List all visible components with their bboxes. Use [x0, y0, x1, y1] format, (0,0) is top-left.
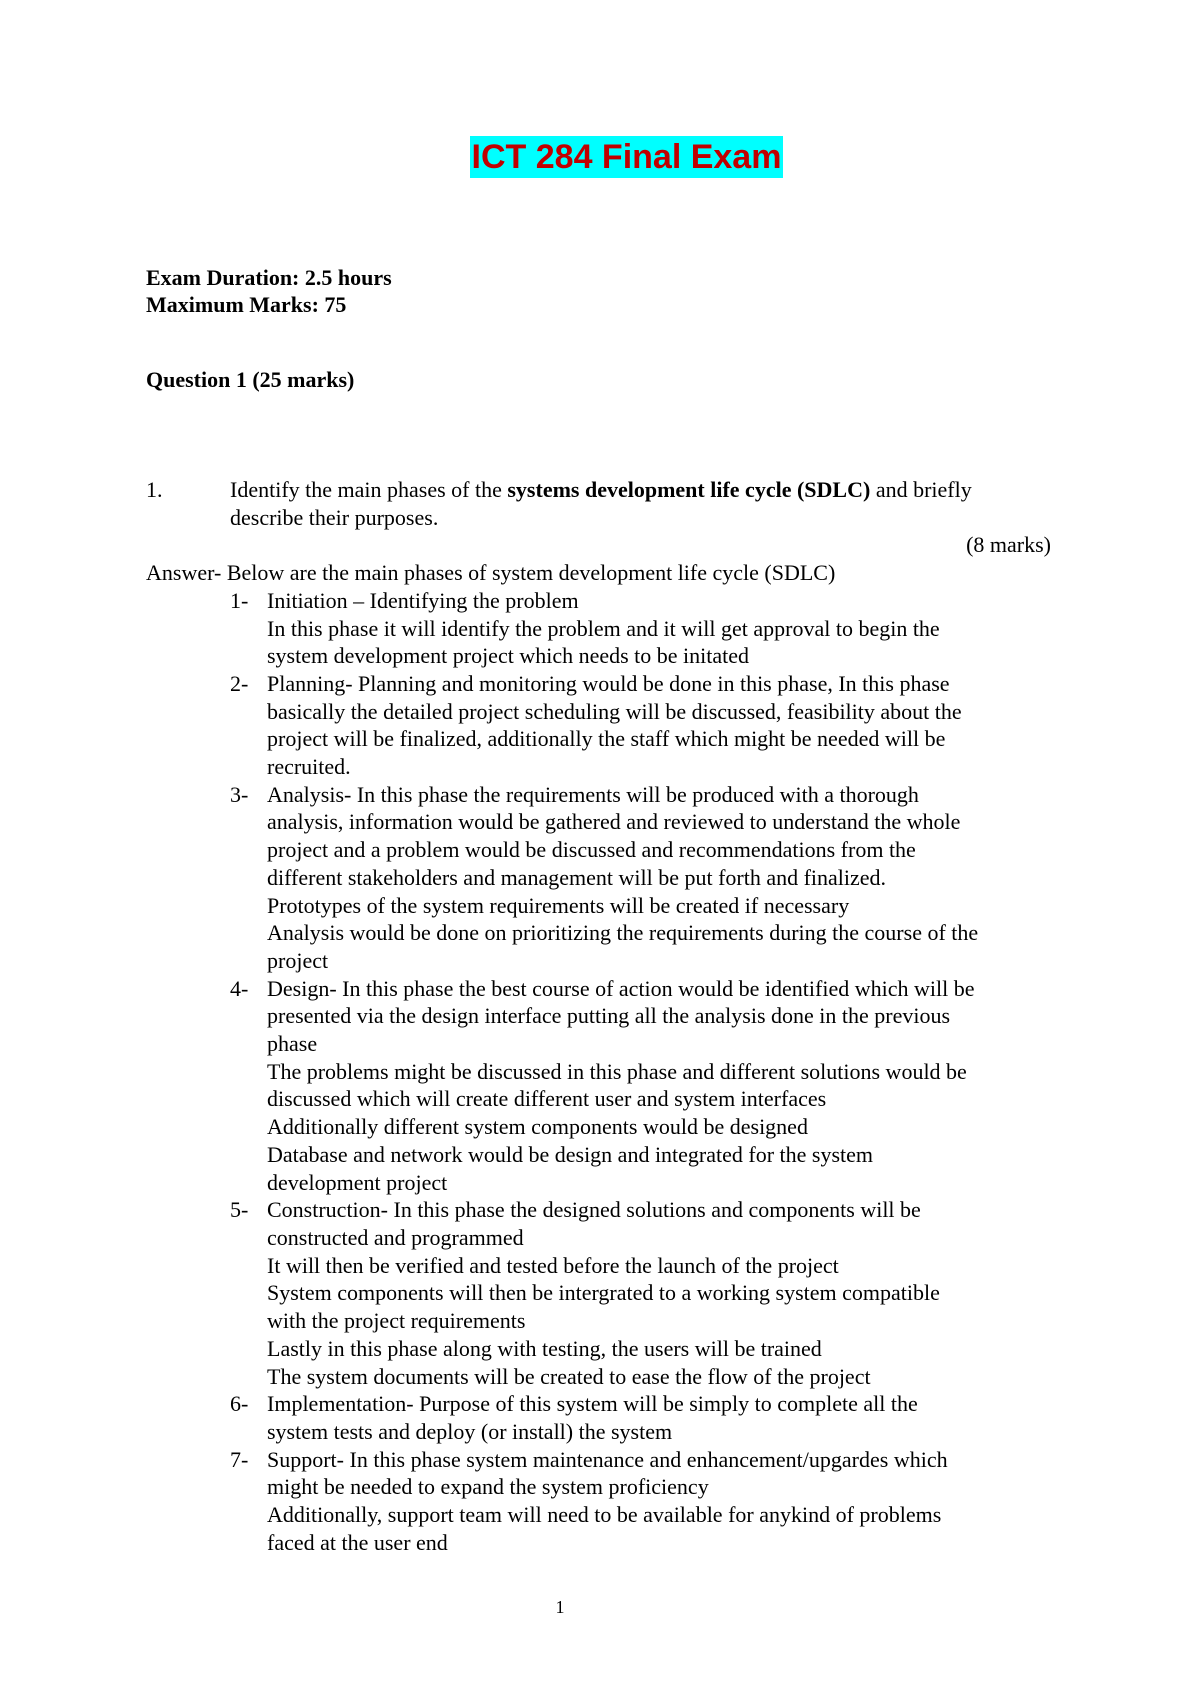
answer-item-line: might be needed to expand the system proficiency [267, 1474, 709, 1500]
answer-item-line: analysis, information would be gathered and reviewed to understand the whole [267, 809, 961, 835]
answer-item-line: System components will then be intergrated to a working system compatible [267, 1280, 940, 1306]
answer-item-line: Database and network would be design and integrated for the system [267, 1141, 874, 1167]
answer-item-line: Support- In this phase system maintenance and enhancement/upgardes which [267, 1446, 948, 1472]
answer-item-line: Prototypes of the system requirements will be created if necessary [267, 892, 850, 918]
answer-list [230, 587, 1051, 1557]
question-text-before: Identify the main phases of the [230, 477, 508, 502]
answer-item-line: It will then be verified and tested before the launch of the project [267, 1252, 839, 1278]
answer-item-line: constructed and programmed [267, 1224, 524, 1250]
answer-item [230, 1196, 1051, 1390]
answer-item-line: Initiation – Identifying the problem [267, 587, 579, 613]
question-number: 1. [146, 477, 163, 502]
answer-item-line: Lastly in this phase along with testing, the users will be trained [267, 1335, 822, 1361]
answer-item-line: Planning- Planning and monitoring would be done in this phase, In this phase [267, 670, 950, 696]
answer-intro: Answer- Below are the main phases of system development life cycle (SDLC) [146, 560, 836, 586]
answer-item [230, 975, 1051, 1197]
answer-item-number: 7- [230, 1446, 249, 1472]
answer-item-line: basically the detailed project scheduling will be discussed, feasibility about the [267, 698, 962, 724]
question-text [230, 476, 1051, 531]
answer-item-line: The system documents will be created to ease the flow of the project [267, 1363, 871, 1389]
answer-item-line: project [267, 947, 329, 973]
answer-item-line: project and a problem would be discussed and recommendations from the [267, 837, 916, 863]
answer-item-line: presented via the design interface putting all the analysis done in the previous [267, 1003, 951, 1029]
answer-item-line: Implementation- Purpose of this system will be simply to complete all the [267, 1391, 918, 1417]
answer-item-line: recruited. [267, 754, 351, 780]
answer-item-line: Additionally, support team will need to be available for anykind of problems [267, 1502, 942, 1528]
exam-duration: Exam Duration: 2.5 hours [146, 265, 392, 290]
page-number: 1 [555, 1597, 565, 1617]
answer-item-line: project will be finalized, additionally the staff which might be needed will be [267, 726, 946, 752]
answer-item [230, 1446, 1051, 1557]
answer-item-line: Analysis would be done on prioritizing the requirements during the course of the [267, 920, 979, 946]
answer-item-line: different stakeholders and management will be put forth and finalized. [267, 864, 887, 890]
answer-item-number: 6- [230, 1391, 249, 1417]
answer-item-line: discussed which will create different user and system interfaces [267, 1086, 827, 1112]
answer-item-line: system development project which needs to be initated [267, 643, 750, 669]
answer-item-line: faced at the user end [267, 1529, 448, 1555]
answer-item [230, 587, 1051, 670]
exam-meta [146, 264, 392, 318]
question-text-line-1 [230, 476, 1051, 504]
maximum-marks: Maximum Marks: 75 [146, 292, 347, 317]
question-text-bold: systems development life cycle (SDLC) [507, 477, 871, 502]
answer-item-number: 1- [230, 587, 249, 613]
question-text-after: and briefly [870, 477, 972, 502]
answer-item-line: Design- In this phase the best course of action would be identified which will be [267, 975, 975, 1001]
question-content [146, 476, 1051, 1556]
question-heading: Question 1 (25 marks) [146, 367, 355, 392]
answer-item [230, 781, 1051, 975]
question-marks: (8 marks) [966, 532, 1051, 558]
answer-item-line: with the project requirements [267, 1308, 526, 1334]
answer-item-line: development project [267, 1169, 448, 1195]
answer-item-number: 3- [230, 781, 249, 807]
question-1 [146, 476, 1051, 531]
answer-item-line: system tests and deploy (or install) the system [267, 1418, 673, 1444]
answer-item-number: 4- [230, 975, 249, 1001]
document-title: ICT 284 Final Exam [471, 138, 782, 176]
answer-item-line: In this phase it will identify the problem and it will get approval to begin the [267, 615, 940, 641]
answer-item [230, 670, 1051, 781]
answer-item-line: phase [267, 1031, 318, 1057]
answer-item-line: Additionally different system components would be designed [267, 1114, 808, 1140]
answer-item [230, 1390, 1051, 1445]
answer-item-number: 2- [230, 670, 249, 696]
answer-item-line: The problems might be discussed in this phase and different solutions would be [267, 1058, 967, 1084]
answer-item-line: Construction- In this phase the designed solutions and components will be [267, 1197, 921, 1223]
title-container [0, 136, 1189, 178]
answer-item-number: 5- [230, 1197, 249, 1223]
question-text-line-2: describe their purposes. [230, 504, 439, 530]
answer-item-line: Analysis- In this phase the requirements will be produced with a thorough [267, 781, 919, 807]
